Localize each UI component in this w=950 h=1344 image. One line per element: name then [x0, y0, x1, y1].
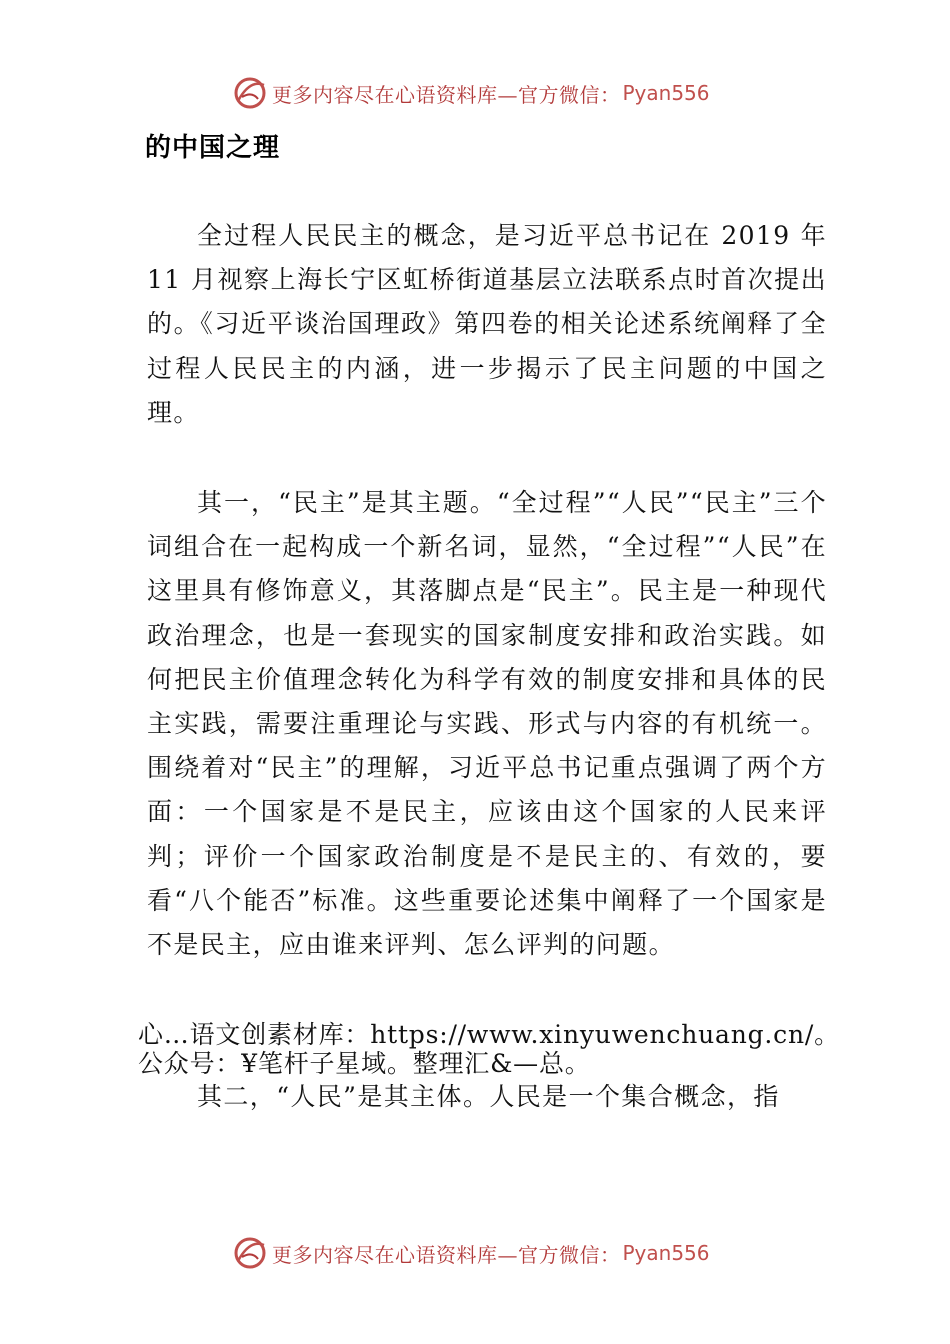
footer-banner: [232, 1233, 710, 1273]
banner-wechat-id: Pyan556: [622, 81, 710, 105]
seal-logo-icon: [232, 75, 268, 111]
paragraph-second-point: 其二，“人民”是其主体。人民是一个集合概念，指: [197, 1082, 780, 1111]
promo-line-website: 心…语文创素材库：https://www.xinyuwenchuang.cn/。: [138, 1020, 840, 1049]
header-banner: [232, 73, 710, 113]
banner-wechat-id: Pyan556: [622, 1241, 710, 1265]
banner-text: 更多内容尽在心语资料库—官方微信：: [272, 82, 621, 107]
section-heading: 的中国之理: [145, 133, 281, 163]
promo-line-account: 公众号：¥笔杆子星域。整理汇&—总。: [138, 1049, 591, 1078]
paragraph-intro: 全过程人民民主的概念，是习近平总书记在 2019 年 11 月视察上海长宁区虹桥街道基层立法联系点时首次提出的。《习近平谈治国理政》第四卷的相关论述系统阐释了全过程人民民主的内涵，进一步揭示了民主问题的中国之理。: [147, 221, 827, 427]
paragraph-first-point: 其一，“民主”是其主题。“全过程”“人民”“民主”三个词组合在一起构成一个新名词，显然，“全过程”“人民”在这里具有修饰意义，其落脚点是“民主”。民主是一种现代政治理念，也是一套现实的国家制度安排和政治实践。如何把民主价值理念转化为科学有效的制度安排和具体的民主实践，需要注重理论与实践、形式与内容的有机统一。围绕着对“民主”的理解，习近平总书记重点强调了两个方面：一个国家是不是民主，应该由这个国家的人民来评判；评价一个国家政治制度是不是民主的、有效的，要看“八个能否”标准。这些重要论述集中阐释了一个国家是不是民主，应由谁来评判、怎么评判的问题。: [147, 488, 827, 960]
banner-text: 更多内容尽在心语资料库—官方微信：: [272, 1242, 621, 1267]
seal-logo-icon: [232, 1235, 268, 1271]
